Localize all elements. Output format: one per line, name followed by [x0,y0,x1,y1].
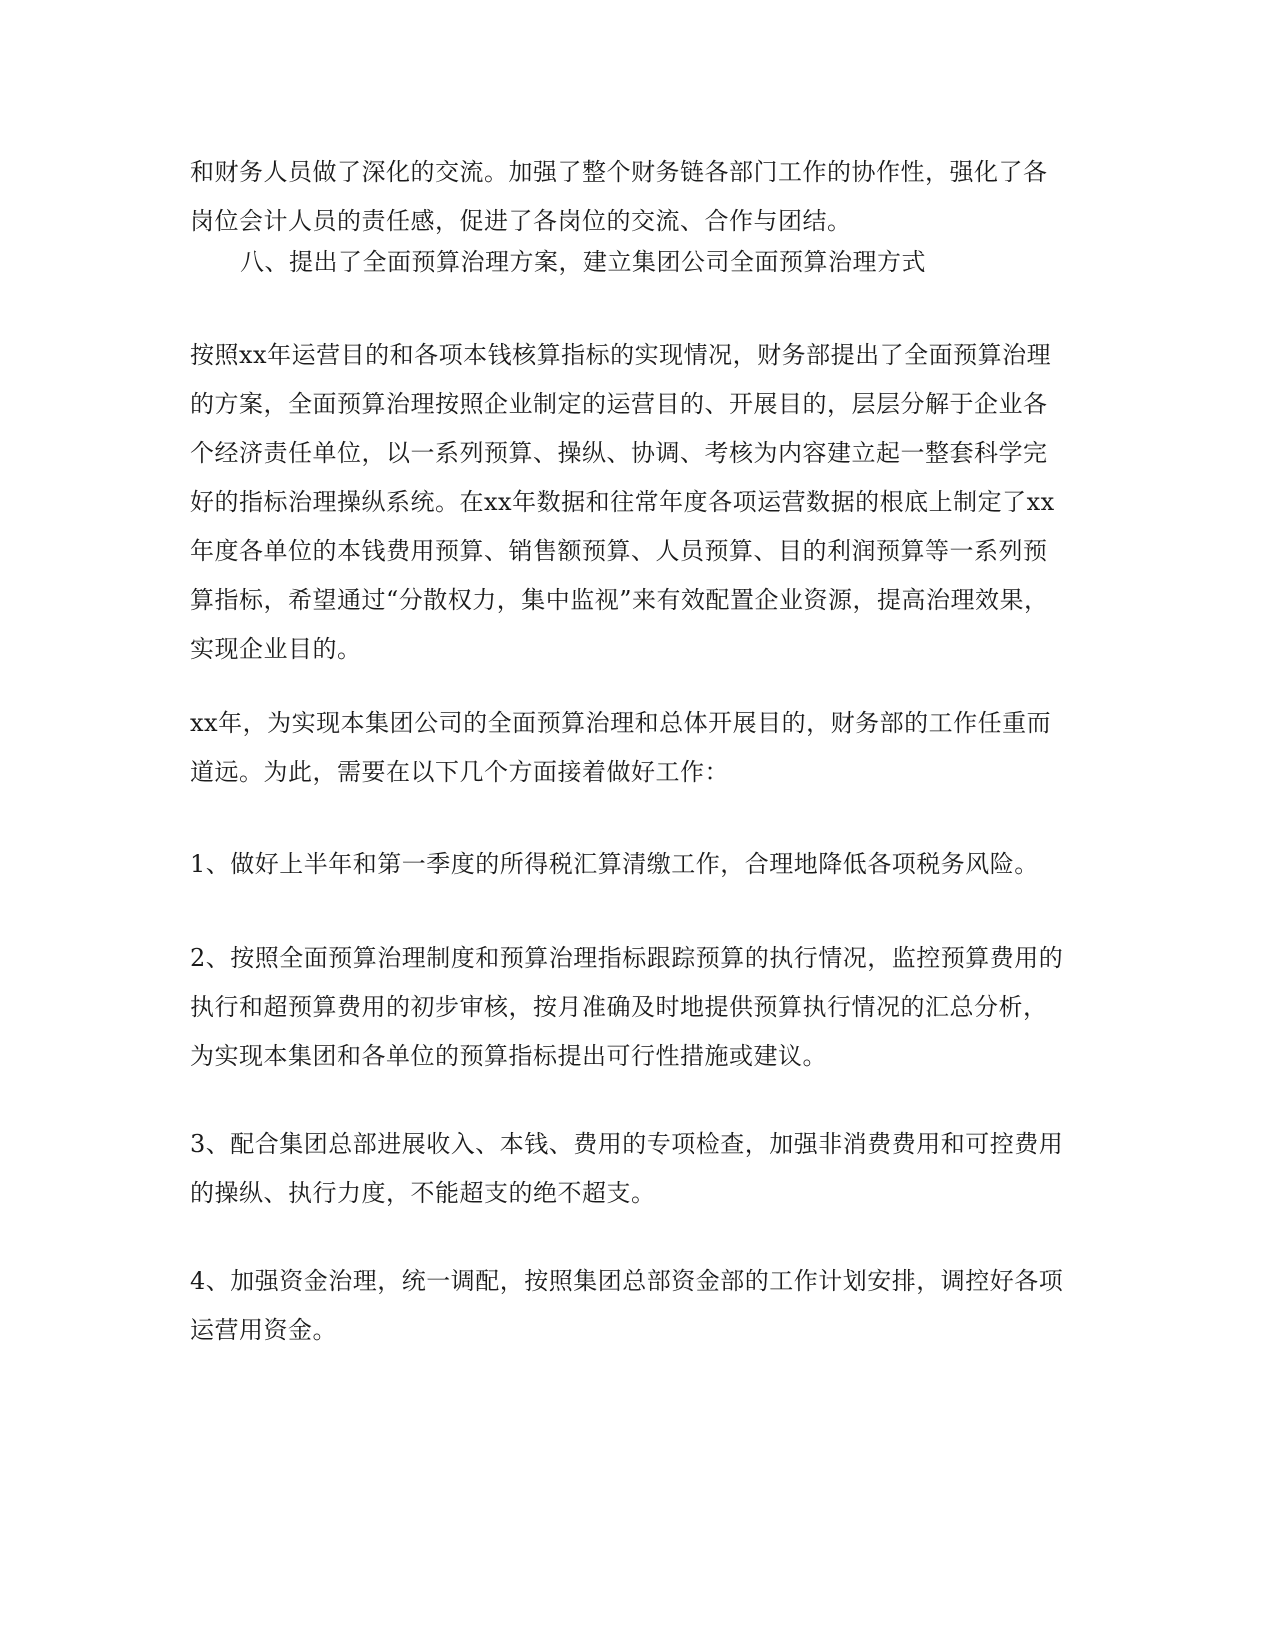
list-item-4: 4、加强资金治理，统一调配，按照集团总部资金部的工作计划安排，调控好各项 运营用资金。 [190,1267,1064,1344]
paragraph-continuation: 和财务人员做了深化的交流。加强了整个财务链各部门工作的协作性，强化了各 岗位会计人员的责任感，促进了各岗位的交流、合作与团结。 [190,158,1048,235]
list-item-1: 1、做好上半年和第一季度的所得税汇算清缴工作，合理地降低各项税务风险。 [190,850,1039,878]
list-item-2: 2、按照全面预算治理制度和预算治理指标跟踪预算的执行情况，监控预算费用的 执行和超预算费用的初步审核，按月准确及时地提供预算执行情况的汇总分析， 为实现本集团和各单位的预算指标提出可行性措施或建议。 [190,944,1064,1070]
list-item-3: 3、配合集团总部进展收入、本钱、费用的专项检查，加强非消费费用和可控费用 的操纵、执行力度，不能超支的绝不超支。 [190,1130,1064,1207]
paragraph-budget-plan: 按照xx年运营目的和各项本钱核算指标的实现情况，财务部提出了全面预算治理 的方案，全面预算治理按照企业制定的运营目的、开展目的，层层分解于企业各 个经济责任单位，以一系列预算、操纵、协调、考核为内容建立起一整套科学完 好的指标治理操纵系统。在xx年数据和往常年度各项运营数据的根底上制定了xx 年度各单位的本钱费用预算、销售额预算、人员预算、目的利润预算等一系列预 算指标，希望通过“分散权力，集中监视”来有效配置企业资源，提高治理效果， 实现企业目的。 [190,341,1055,663]
paragraph-outlook: xx年，为实现本集团公司的全面预算治理和总体开展目的，财务部的工作任重而 道远。为此，需要在以下几个方面接着做好工作： [190,709,1052,786]
section-heading-eight: 八、提出了全面预算治理方案，建立集团公司全面预算治理方式 [240,248,926,276]
